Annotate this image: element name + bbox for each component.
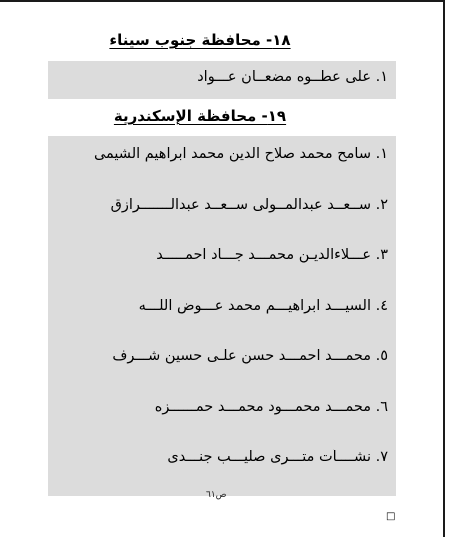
south-sinai-names-box — [48, 61, 396, 99]
name-row: ١. على عطــوه مضعــان عـــواد — [197, 69, 388, 85]
name-row: ٣. عـــلاءالديـن محمـــد جـــاد احمـــــد — [156, 247, 388, 263]
page-number: ص٦١ — [206, 490, 227, 500]
page-right-border — [443, 0, 445, 537]
alexandria-names-box — [48, 136, 396, 496]
section-heading-south-sinai: ١٨- محافظة جنوب سيناء — [109, 31, 291, 49]
name-row: ٢. ســعــد عبدالمــولى ســعــد عبدالـــــــرازق — [110, 197, 388, 213]
corner-box-mark: □ — [386, 511, 396, 522]
name-row: ٤. السيـــد ابراهيـــم محمد عـــوض اللـــه — [138, 298, 388, 314]
name-row: ٥. محمـــد احمـــد حسن علـى حسين شـــرف — [112, 348, 388, 364]
page-top-border — [0, 0, 443, 2]
name-row: ١. سامح محمد صلاح الدين محمد ابراهيم الشيمى — [93, 146, 388, 162]
section-heading-alexandria: ١٩- محافظة الإسكندرية — [113, 107, 287, 125]
name-row: ٦. محمـــد محمـــود محمـــد حمــــــزه — [154, 399, 388, 415]
name-row: ٧. نشــــأت متـــرى صليـــب جنـــدى — [167, 449, 388, 465]
